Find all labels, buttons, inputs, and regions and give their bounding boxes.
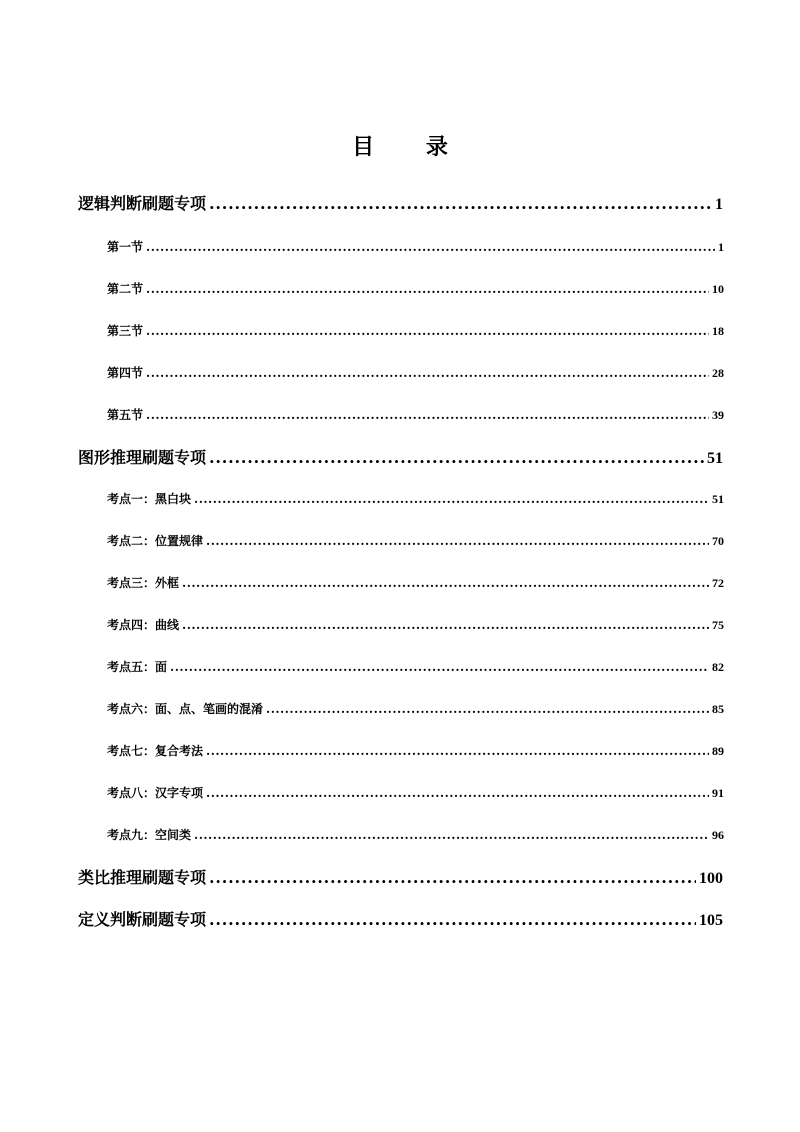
toc-leader-dots (194, 492, 709, 506)
toc-entry-label: 第三节 (107, 324, 144, 338)
toc-entry-page: 82 (712, 660, 724, 674)
toc-leader-dots (209, 448, 704, 467)
toc-entry-page: 51 (712, 492, 724, 506)
toc-leader-dots (146, 408, 709, 422)
toc-entry-label: 考点四：曲线 (107, 618, 180, 632)
toc-entry[interactable] (107, 238, 724, 255)
toc-entry[interactable] (107, 784, 724, 801)
toc-entry-page: 91 (712, 786, 724, 800)
toc-entry-page: 18 (712, 324, 724, 338)
toc-leader-dots (146, 240, 715, 254)
toc-leader-dots (146, 282, 709, 296)
toc-entry[interactable] (107, 700, 724, 717)
toc-leader-dots (206, 744, 709, 758)
toc-entry[interactable] (107, 322, 724, 339)
toc-entry-label: 类比推理刷题专项 (78, 868, 207, 887)
toc-entry-page: 51 (707, 450, 723, 467)
toc-entry-label: 考点六：面、点、笔画的混淆 (107, 702, 264, 716)
toc-leader-dots (146, 366, 709, 380)
toc-entry[interactable] (107, 616, 724, 633)
toc-entry[interactable] (107, 826, 724, 843)
toc-entry-page: 1 (718, 240, 724, 254)
toc-entry-page: 105 (699, 912, 723, 929)
toc-entry-label: 考点九：空间类 (107, 828, 192, 842)
toc-entry-label: 考点七：复合考法 (107, 744, 204, 758)
toc-entry[interactable] (107, 658, 724, 675)
toc-entry-label: 第一节 (107, 240, 144, 254)
toc-entry-label: 定义判断刷题专项 (78, 910, 207, 929)
toc-leader-dots (206, 786, 709, 800)
toc-entry-label: 第四节 (107, 366, 144, 380)
toc-entry[interactable] (78, 865, 723, 888)
toc-entry[interactable] (78, 907, 723, 930)
toc-entry[interactable] (107, 364, 724, 381)
toc-leader-dots (209, 868, 696, 887)
toc-leader-dots (266, 702, 709, 716)
toc-leader-dots (194, 828, 709, 842)
toc-entry[interactable] (107, 406, 724, 423)
toc-entry-page: 10 (712, 282, 724, 296)
toc-entry-page: 28 (712, 366, 724, 380)
toc-entry-page: 72 (712, 576, 724, 590)
toc-entry-page: 70 (712, 534, 724, 548)
toc-entry-label: 第二节 (107, 282, 144, 296)
toc-leader-dots (182, 576, 709, 590)
toc-title: 目 录 (352, 134, 470, 160)
toc-entry-label: 第五节 (107, 408, 144, 422)
toc-entry-page: 75 (712, 618, 724, 632)
toc-entry-page: 39 (712, 408, 724, 422)
toc-entry-label: 考点八：汉字专项 (107, 786, 204, 800)
toc-entry[interactable] (107, 532, 724, 549)
toc-entry-label: 图形推理刷题专项 (78, 448, 207, 467)
toc-leader-dots (170, 660, 709, 674)
toc-entry[interactable] (107, 280, 724, 297)
toc-entry-page: 1 (715, 196, 723, 213)
toc-entry-page: 96 (712, 828, 724, 842)
toc-entry-label: 考点三：外框 (107, 576, 180, 590)
toc-entry-label: 考点五：面 (107, 660, 168, 674)
toc-entry-page: 100 (699, 870, 723, 887)
toc-leader-dots (182, 618, 709, 632)
toc-leader-dots (146, 324, 709, 338)
toc-entry-page: 89 (712, 744, 724, 758)
toc-entry[interactable] (107, 490, 724, 507)
toc-entry-label: 逻辑判断刷题专项 (78, 194, 207, 213)
toc-entry[interactable] (107, 574, 724, 591)
toc-entry[interactable] (107, 742, 724, 759)
toc-leader-dots (209, 910, 696, 929)
toc-entry-label: 考点一：黑白块 (107, 492, 192, 506)
toc-leader-dots (206, 534, 709, 548)
toc-entry-page: 85 (712, 702, 724, 716)
toc-entry-label: 考点二：位置规律 (107, 534, 204, 548)
toc-leader-dots (209, 194, 712, 213)
toc-entry[interactable] (78, 445, 723, 468)
toc-entry[interactable] (78, 191, 723, 214)
